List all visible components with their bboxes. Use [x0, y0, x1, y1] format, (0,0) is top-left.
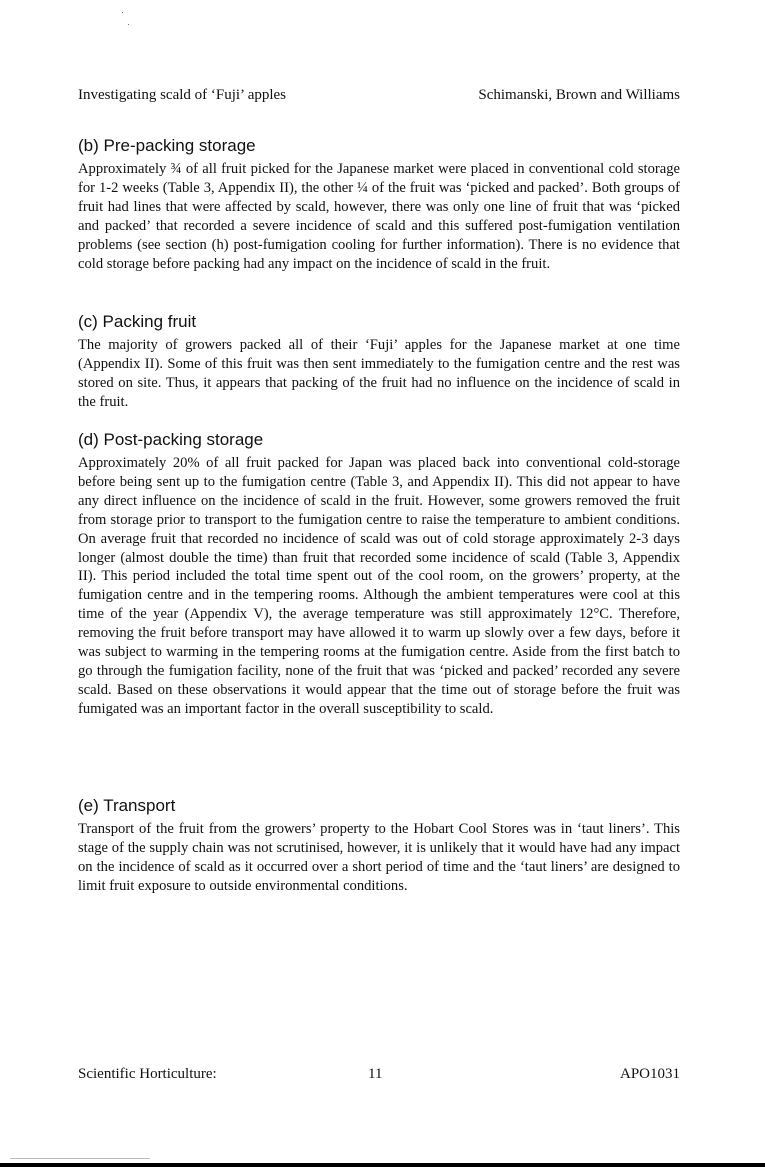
- footer-report-code: APO1031: [619, 1066, 680, 1082]
- section-body: The majority of growers packed all of their ‘Fuji’ apples for the Japanese market at one time (Appendix II). Some of this fruit was then sent immediately to the fumigation centre and the rest was stored on site. Thus, it appears that packing of the fruit had no influence on the incidence of scald in the fruit.: [78, 337, 680, 410]
- section-heading: (b) Pre-packing storage: [78, 136, 256, 155]
- section-heading: (d) Post-packing storage: [78, 430, 264, 449]
- section-heading: (c) Packing fruit: [78, 312, 197, 331]
- scan-speck: [128, 24, 129, 25]
- scan-bottom-edge: [0, 1163, 765, 1167]
- section-packing-fruit: [78, 312, 680, 412]
- header-authors: Schimanski, Brown and Williams: [478, 87, 680, 103]
- section-transport: [78, 796, 680, 896]
- footer-journal: Scientific Horticulture:: [78, 1066, 217, 1082]
- section-post-packing-storage: [78, 430, 680, 719]
- scan-speck: [122, 12, 123, 13]
- section-body: Transport of the fruit from the growers’ property to the Hobart Cool Stores was in ‘taut liners’. This stage of the supply chain was not scrutinised, however, it is unlikely that it would have had any impact on the incidence of scald as it occurred over a short period of time and the ‘taut liners’ are designed to limit fruit exposure to outside environmental conditions.: [78, 821, 680, 894]
- section-body: Approximately ¾ of all fruit picked for the Japanese market were placed in conventional cold storage for 1-2 weeks (Table 3, Appendix II), the other ¼ of the fruit was ‘picked and packed’. Both groups of fruit had lines that were affected by scald, however, there was only one line of fruit that was ‘picked and packed’ that recorded a severe incidence of scald and this suffered post-fumigation ventilation problems (see section (h) post-fumigation cooling for further information). There is no evidence that cold storage before packing had any impact on the incidence of scald in the fruit.: [78, 161, 680, 272]
- header-running-title: Investigating scald of ‘Fuji’ apples: [78, 87, 287, 103]
- section-pre-packing-storage: [78, 136, 680, 273]
- section-body: Approximately 20% of all fruit packed for Japan was placed back into conventional cold-storage before being sent up to the fumigation centre (Table 3, and Appendix II). This did not appear to have any direct influence on the incidence of scald in the fruit. However, some growers removed the fruit from storage prior to transport to the fumigation centre to raise the temperature to ambient conditions. On average fruit that recorded no incidence of scald was out of cold storage approximately 2-3 days longer (almost double the time) than fruit that recorded some incidence of scald (Table 3, Appendix II). This period included the total time spent out of the cool room, on the growers’ property, at the fumigation centre and in the tempering rooms. Although the ambient temperatures were cool at this time of the year (Appendix V), the average temperature was still approximately 12°C. Therefore, removing the fruit before transport may have allowed it to warm up slowly over a few days, before it was subject to warming in the tempering rooms at the fumigation centre. Aside from the first batch to go through the fumigation facility, none of the fruit that was ‘picked and packed’ recorded any severe scald. Based on these observations it would appear that the time out of storage before the fruit was fumigated was an important factor in the overall susceptibility to scald.: [78, 455, 680, 717]
- scan-artifact: [10, 1158, 150, 1159]
- section-heading: (e) Transport: [78, 796, 176, 815]
- page-number: 11: [368, 1066, 383, 1082]
